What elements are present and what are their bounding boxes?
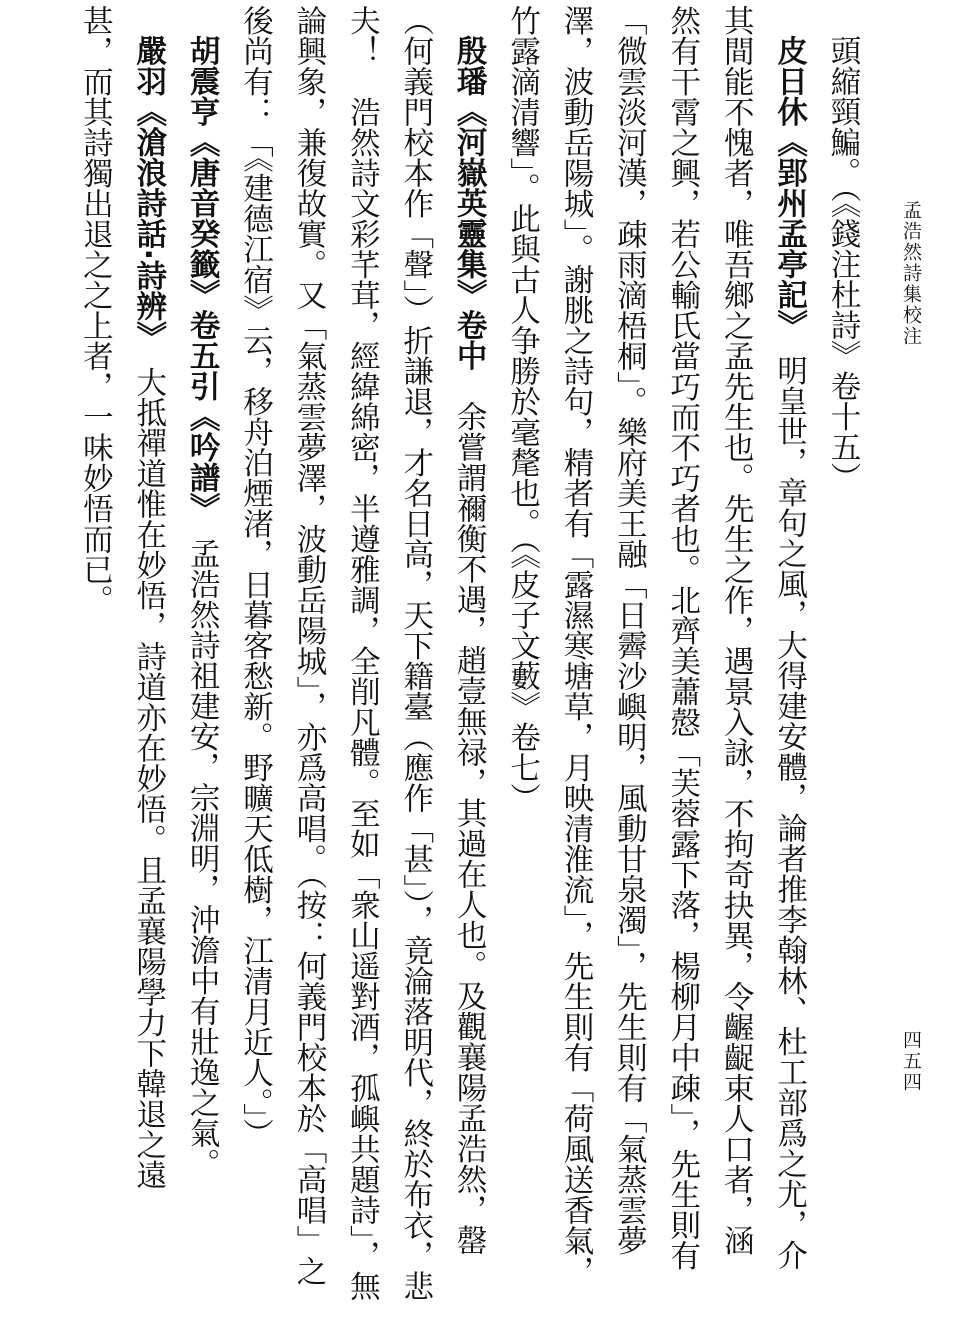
page-number: 四五四	[900, 1030, 922, 1093]
source-citation: 胡震亨《唐音癸籤》卷五引《吟譜》	[184, 35, 220, 508]
source-citation: 皮日休《郢州孟亭記》	[771, 35, 807, 325]
text-column	[762, 5, 815, 1310]
running-header: 孟浩然詩集校注	[900, 200, 922, 347]
column-text: 頭縮頸鯿。（《錢注杜詩》卷十五）	[825, 35, 860, 493]
text-column	[388, 5, 441, 1310]
column-text: 「微雲淡河漢，疎雨滴梧桐」。樂府美王融「日霽沙嶼明，風動甘泉濁」，先生則有「氣蒸雲夢	[611, 5, 647, 1256]
column-text: 竹露滴清響」。此與古人争勝於毫氂也。（《皮子文藪》卷七）	[504, 5, 540, 814]
column-text: 夫！ 浩然詩文彩芊茸，經緯綿密，半遵雅調，全削凡體。至如「衆山遥對酒，孤嶼共題詩」，無	[344, 5, 380, 1302]
text-column	[228, 5, 281, 1310]
column-text: 孟浩然詩祖建安，宗淵明，沖澹中有壯逸之氣。	[184, 507, 220, 1179]
column-text: 其間能不愧者，唯吾鄉之孟先生也。先生之作，遇景入詠，不拘奇抉異，令齷齪束人口者，涵	[718, 5, 754, 1256]
text-column	[549, 5, 602, 1310]
text-column	[816, 5, 869, 1310]
column-text: 余嘗謂禰衡不遇，趙壹無禄，其過在人也。及觀襄陽孟浩然，罄	[451, 370, 487, 1255]
column-text: 後尚有：「《建德江宿》云，移舟泊煙渚，日暮客愁新。野曠天低樹，江清月近人。」）	[237, 5, 273, 1149]
vertical-text-body	[68, 5, 869, 1310]
column-text: 然有干霄之興，若公輸氏當巧而不巧者也。北齊美蕭慤「芙蓉露下落，楊柳月中疎」，先生則有	[664, 5, 700, 1271]
text-column	[121, 5, 174, 1310]
column-text: 明皇世，章句之風，大得建安體，論者推李翰林、杜工部爲之尤，介	[771, 324, 807, 1271]
column-text: 澤，波動岳陽城」。謝朓之詩句，精者有「露濕寒塘草，月映清淮流」，先生則有「荷風送香氣，	[557, 5, 593, 1286]
source-citation: 嚴羽《滄浪詩話·詩辨》	[130, 35, 166, 337]
text-column	[495, 5, 548, 1310]
text-column	[68, 5, 121, 1310]
text-column	[442, 5, 495, 1310]
text-column	[709, 5, 762, 1310]
text-column	[602, 5, 655, 1310]
column-text: 大抵禪道惟在妙悟，詩道亦在妙悟。且孟襄陽學力下韓退之遠	[130, 336, 166, 1191]
column-text: 論興象，兼復故實。又「氣蒸雲夢澤，波動岳陽城」，亦爲高唱。（按：何義門校本於「高唱」之	[290, 5, 326, 1286]
source-citation: 殷璠《河嶽英靈集》卷中	[451, 35, 487, 371]
text-column	[655, 5, 708, 1310]
text-column	[282, 5, 335, 1310]
text-column	[335, 5, 388, 1310]
column-text: 甚，而其詩獨出退之之上者，一味妙悟而已。	[77, 5, 113, 615]
text-column	[175, 5, 228, 1310]
column-text: （何義門校本作「聲」）折謙退，才名日高，天下籍臺（應作「甚」），竟淪落明代，終於布衣，悲	[397, 5, 433, 1302]
